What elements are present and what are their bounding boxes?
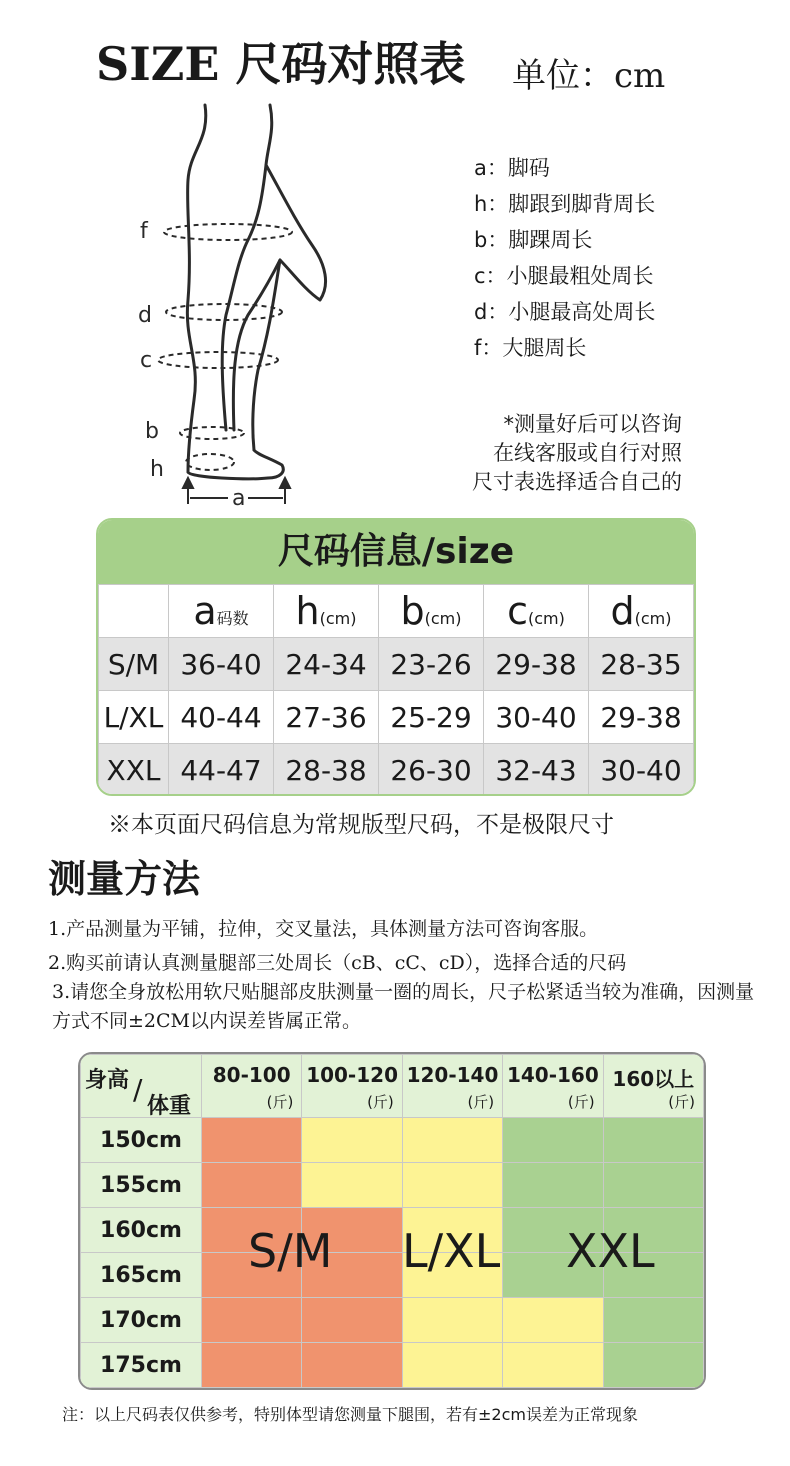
grid-row — [81, 1118, 704, 1163]
column-header: h(cm) — [274, 585, 379, 638]
table-row — [99, 691, 694, 744]
size-label: S/M — [99, 638, 169, 691]
column-header: b(cm) — [379, 585, 484, 638]
unit-label: 单位：cm — [512, 56, 666, 96]
size-fit-cell — [503, 1118, 603, 1163]
grid-corner-header — [81, 1055, 202, 1118]
size-header-empty — [99, 585, 169, 638]
height-row-header: 155cm — [81, 1163, 202, 1208]
table-cell: 29-38 — [484, 638, 589, 691]
height-weight-size-grid — [78, 1052, 706, 1390]
column-header: a码数 — [169, 585, 274, 638]
label-h: h — [150, 457, 164, 482]
column-header: c(cm) — [484, 585, 589, 638]
size-fit-cell — [202, 1163, 302, 1208]
table-cell: 26-30 — [379, 744, 484, 797]
table-cell: 40-44 — [169, 691, 274, 744]
size-fit-cell — [603, 1118, 703, 1163]
table-cell: 29-38 — [589, 691, 694, 744]
column-header: d(cm) — [589, 585, 694, 638]
size-fit-cell — [302, 1298, 402, 1343]
legend-item: b：脚踝周长 — [474, 228, 593, 252]
legend-item: a：脚码 — [474, 156, 550, 180]
legend-item: d：小腿最高处周长 — [474, 300, 656, 324]
weight-column-header: 100-120 (斤) — [302, 1055, 402, 1118]
size-fit-cell — [302, 1118, 402, 1163]
size-table-title: 尺码信息/size — [98, 520, 694, 584]
legend-item: c：小腿最粗处周长 — [474, 264, 654, 288]
table-cell: 28-35 — [589, 638, 694, 691]
table-row — [99, 744, 694, 797]
table-cell: 30-40 — [589, 744, 694, 797]
table-cell: 24-34 — [274, 638, 379, 691]
size-fit-cell — [402, 1163, 502, 1208]
note-line: 尺寸表选择适合自己的 — [472, 470, 682, 494]
table-cell: 28-38 — [274, 744, 379, 797]
height-row-header: 175cm — [81, 1343, 202, 1388]
size-fit-cell — [603, 1163, 703, 1208]
leg-measurement-illustration — [130, 100, 350, 520]
method-steps — [48, 912, 763, 1036]
size-fit-cell — [503, 1298, 603, 1343]
note-line: 在线客服或自行对照 — [493, 441, 682, 465]
size-label: XXL — [99, 744, 169, 797]
weight-column-header: 120-140 (斤) — [402, 1055, 502, 1118]
size-fit-cell — [202, 1343, 302, 1388]
region-label-lxl: L/XL — [402, 1224, 501, 1278]
size-fit-cell — [503, 1343, 603, 1388]
region-label-xxl: XXL — [566, 1224, 655, 1278]
label-a: a — [232, 486, 246, 511]
grid-row — [81, 1298, 704, 1343]
table-cell: 44-47 — [169, 744, 274, 797]
table-cell: 32-43 — [484, 744, 589, 797]
method-step: 1.产品测量为平铺，拉伸，交叉量法，具体测量方法可咨询客服。 — [48, 918, 599, 940]
region-label-sm: S/M — [248, 1224, 333, 1278]
size-fit-cell — [402, 1118, 502, 1163]
page-title: SIZE 尺码对照表 — [96, 37, 466, 91]
grid-row — [81, 1343, 704, 1388]
label-b: b — [145, 419, 159, 444]
measurement-legend — [474, 150, 655, 366]
size-fit-cell — [302, 1163, 402, 1208]
method-title: 测量方法 — [48, 856, 201, 901]
table-cell: 27-36 — [274, 691, 379, 744]
height-row-header: 150cm — [81, 1118, 202, 1163]
size-info-table — [96, 518, 696, 796]
method-step: 3.请您全身放松用软尺贴腿部皮肤测量一圈的周长，尺子松紧适当较为准确，因测量方式不同±2CM以内误差皆属正常。 — [52, 981, 755, 1032]
table-cell: 30-40 — [484, 691, 589, 744]
note-line: *测量好后可以咨询 — [503, 412, 682, 436]
weight-column-header: 80-100 (斤) — [202, 1055, 302, 1118]
size-label: L/XL — [99, 691, 169, 744]
size-fit-cell — [402, 1343, 502, 1388]
weight-column-header: 160以上 (斤) — [603, 1055, 703, 1118]
corner-slash: / — [133, 1073, 143, 1106]
corner-height-label: 身高 — [85, 1068, 130, 1093]
corner-weight-label: 体重 — [147, 1094, 192, 1119]
size-fit-cell — [302, 1343, 402, 1388]
table-cell: 25-29 — [379, 691, 484, 744]
height-row-header: 165cm — [81, 1253, 202, 1298]
size-disclaimer: ※本页面尺码信息为常规版型尺码，不是极限尺寸 — [108, 812, 614, 838]
size-fit-cell — [402, 1298, 502, 1343]
measurement-note — [440, 410, 682, 497]
size-fit-cell — [603, 1343, 703, 1388]
size-fit-cell — [603, 1298, 703, 1343]
label-f: f — [140, 219, 148, 244]
grid-row — [81, 1163, 704, 1208]
height-row-header: 160cm — [81, 1208, 202, 1253]
legend-item: f：大腿周长 — [474, 336, 587, 360]
table-cell: 23-26 — [379, 638, 484, 691]
method-step: 2.购买前请认真测量腿部三处周长（cB、cC、cD），选择合适的尺码 — [48, 952, 627, 974]
table-cell: 36-40 — [169, 638, 274, 691]
size-fit-cell — [503, 1163, 603, 1208]
weight-column-header: 140-160 (斤) — [503, 1055, 603, 1118]
footnote: 注：以上尺码表仅供参考，特别体型请您测量下腿围，若有±2cm误差为正常现象 — [62, 1405, 638, 1424]
size-fit-cell — [202, 1118, 302, 1163]
size-fit-cell — [202, 1298, 302, 1343]
height-row-header: 170cm — [81, 1298, 202, 1343]
table-row — [99, 638, 694, 691]
label-c: c — [140, 348, 153, 373]
label-d: d — [138, 303, 152, 328]
legend-item: h：脚跟到脚背周长 — [474, 192, 656, 216]
